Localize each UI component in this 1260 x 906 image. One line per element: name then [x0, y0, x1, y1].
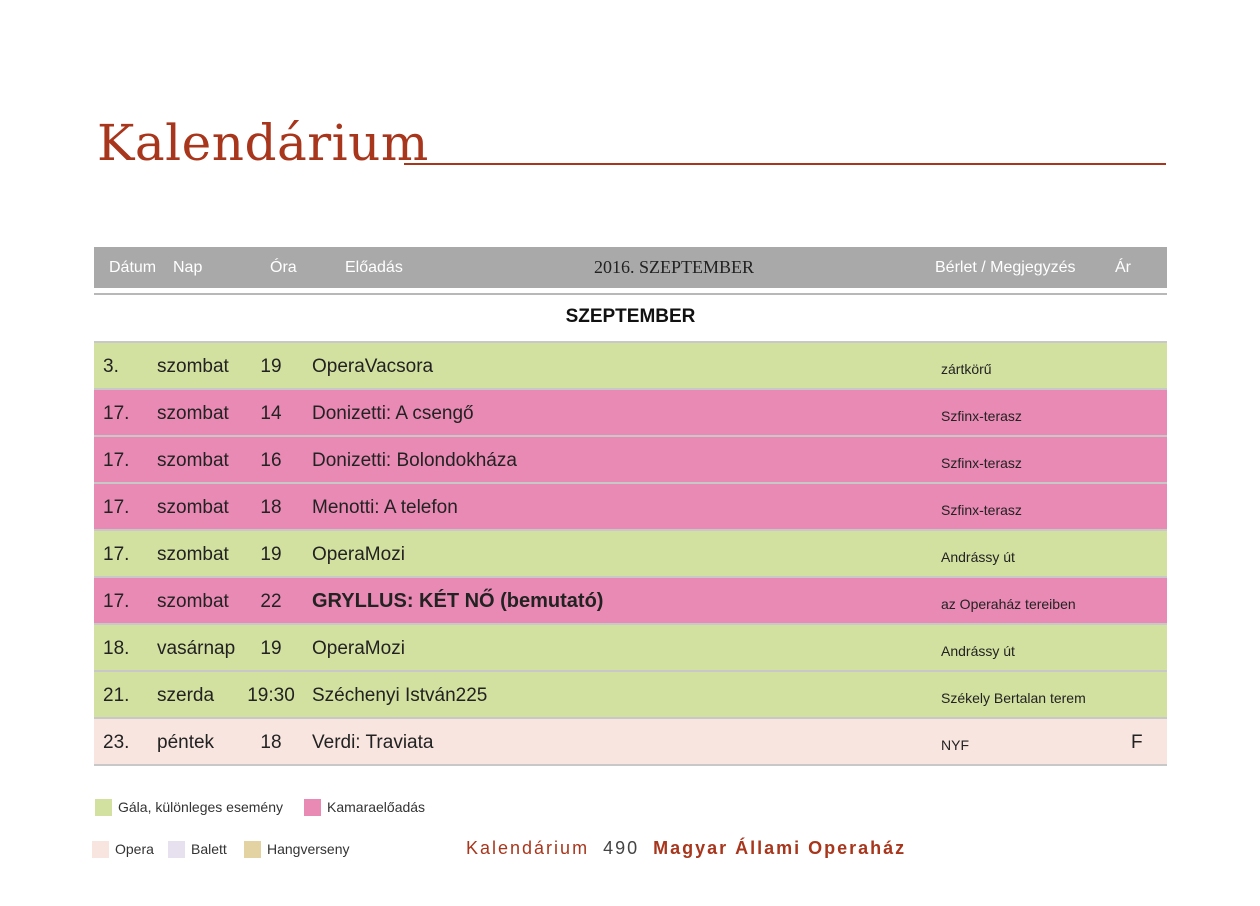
row-performance: Széchenyi István225 [312, 685, 488, 706]
row-performance: OperaMozi [312, 544, 405, 565]
row-note: Szfinx-terasz [941, 502, 1022, 518]
row-note: Andrássy út [941, 549, 1015, 565]
row-date: 21. [103, 685, 130, 706]
row-note: Szfinx-terasz [941, 408, 1022, 424]
table-row [94, 390, 1167, 437]
row-day: szombat [157, 497, 229, 518]
table-row [94, 625, 1167, 672]
legend-label: Kamaraelőadás [327, 799, 426, 815]
row-date: 18. [103, 638, 130, 659]
row-day: szombat [157, 450, 229, 471]
legend-swatch [304, 799, 321, 816]
footer-page-number: 490 [603, 838, 640, 858]
row-time: 18 [260, 497, 282, 518]
row-time: 19 [260, 356, 282, 377]
table-row [94, 531, 1167, 578]
legend-label: Hangverseny [267, 841, 350, 857]
row-date: 17. [103, 591, 130, 612]
row-performance: Donizetti: A csengő [312, 403, 474, 424]
row-performance: OperaMozi [312, 638, 405, 659]
row-day: szombat [157, 403, 229, 424]
row-time: 19 [260, 544, 282, 565]
table-row [94, 484, 1167, 531]
legend-label: Gála, különleges esemény [118, 799, 283, 815]
footer-organization: Magyar Állami Operaház [653, 838, 907, 858]
row-note: Andrássy út [941, 643, 1015, 659]
row-day: szombat [157, 591, 229, 612]
row-performance: Verdi: Traviata [312, 732, 434, 753]
row-time: 22 [260, 591, 282, 612]
legend-label: Opera [115, 841, 154, 857]
row-day: szombat [157, 356, 229, 377]
row-time: 16 [260, 450, 282, 471]
legend-swatch [168, 841, 185, 858]
row-note: Székely Bertalan terem [941, 690, 1086, 706]
row-time: 18 [260, 732, 282, 753]
row-day: szerda [157, 685, 215, 706]
table-row [94, 578, 1167, 625]
table-header [94, 247, 1167, 288]
header-month: 2016. SZEPTEMBER [593, 257, 754, 277]
table-row [94, 719, 1167, 766]
month-section-label: SZEPTEMBER [565, 306, 696, 327]
row-date: 17. [103, 403, 130, 424]
table-row [94, 672, 1167, 719]
row-note: zártkörű [941, 361, 992, 377]
header-price: Ár [1115, 259, 1131, 276]
header-day: Nap [173, 259, 203, 276]
legend-swatch [244, 841, 261, 858]
row-date: 17. [103, 497, 130, 518]
header-date: Dátum [109, 259, 157, 276]
footer-section: Kalendárium [466, 838, 590, 858]
row-day: vasárnap [157, 638, 236, 659]
header-rule [94, 293, 1167, 295]
row-date: 3. [103, 356, 119, 377]
row-performance: GRYLLUS: KÉT NŐ (bemutató) [312, 590, 604, 612]
row-day: péntek [157, 732, 215, 753]
legend-swatch [92, 841, 109, 858]
row-performance: Menotti: A telefon [312, 497, 458, 518]
row-note: az Operaház tereiben [941, 596, 1076, 612]
title-rule [404, 163, 1166, 165]
page-footer [466, 838, 906, 859]
row-day: szombat [157, 544, 229, 565]
row-performance: Donizetti: Bolondokháza [312, 450, 517, 471]
row-price: F [1131, 732, 1143, 753]
row-time: 19 [260, 638, 282, 659]
schedule-table [94, 341, 1167, 766]
legend-label: Balett [191, 841, 227, 857]
header-performance: Előadás [345, 259, 403, 276]
table-row [94, 437, 1167, 484]
row-time: 19:30 [247, 685, 295, 706]
row-time: 14 [260, 403, 282, 424]
legend-swatch [95, 799, 112, 816]
row-note: Szfinx-terasz [941, 455, 1022, 471]
row-date: 17. [103, 544, 130, 565]
header-time: Óra [270, 259, 297, 276]
page-title: Kalendárium [97, 114, 429, 172]
header-note: Bérlet / Megjegyzés [935, 259, 1076, 276]
row-note: NYF [941, 737, 969, 753]
table-row [94, 341, 1167, 390]
row-date: 17. [103, 450, 130, 471]
row-date: 23. [103, 732, 130, 753]
row-performance: OperaVacsora [312, 356, 434, 377]
